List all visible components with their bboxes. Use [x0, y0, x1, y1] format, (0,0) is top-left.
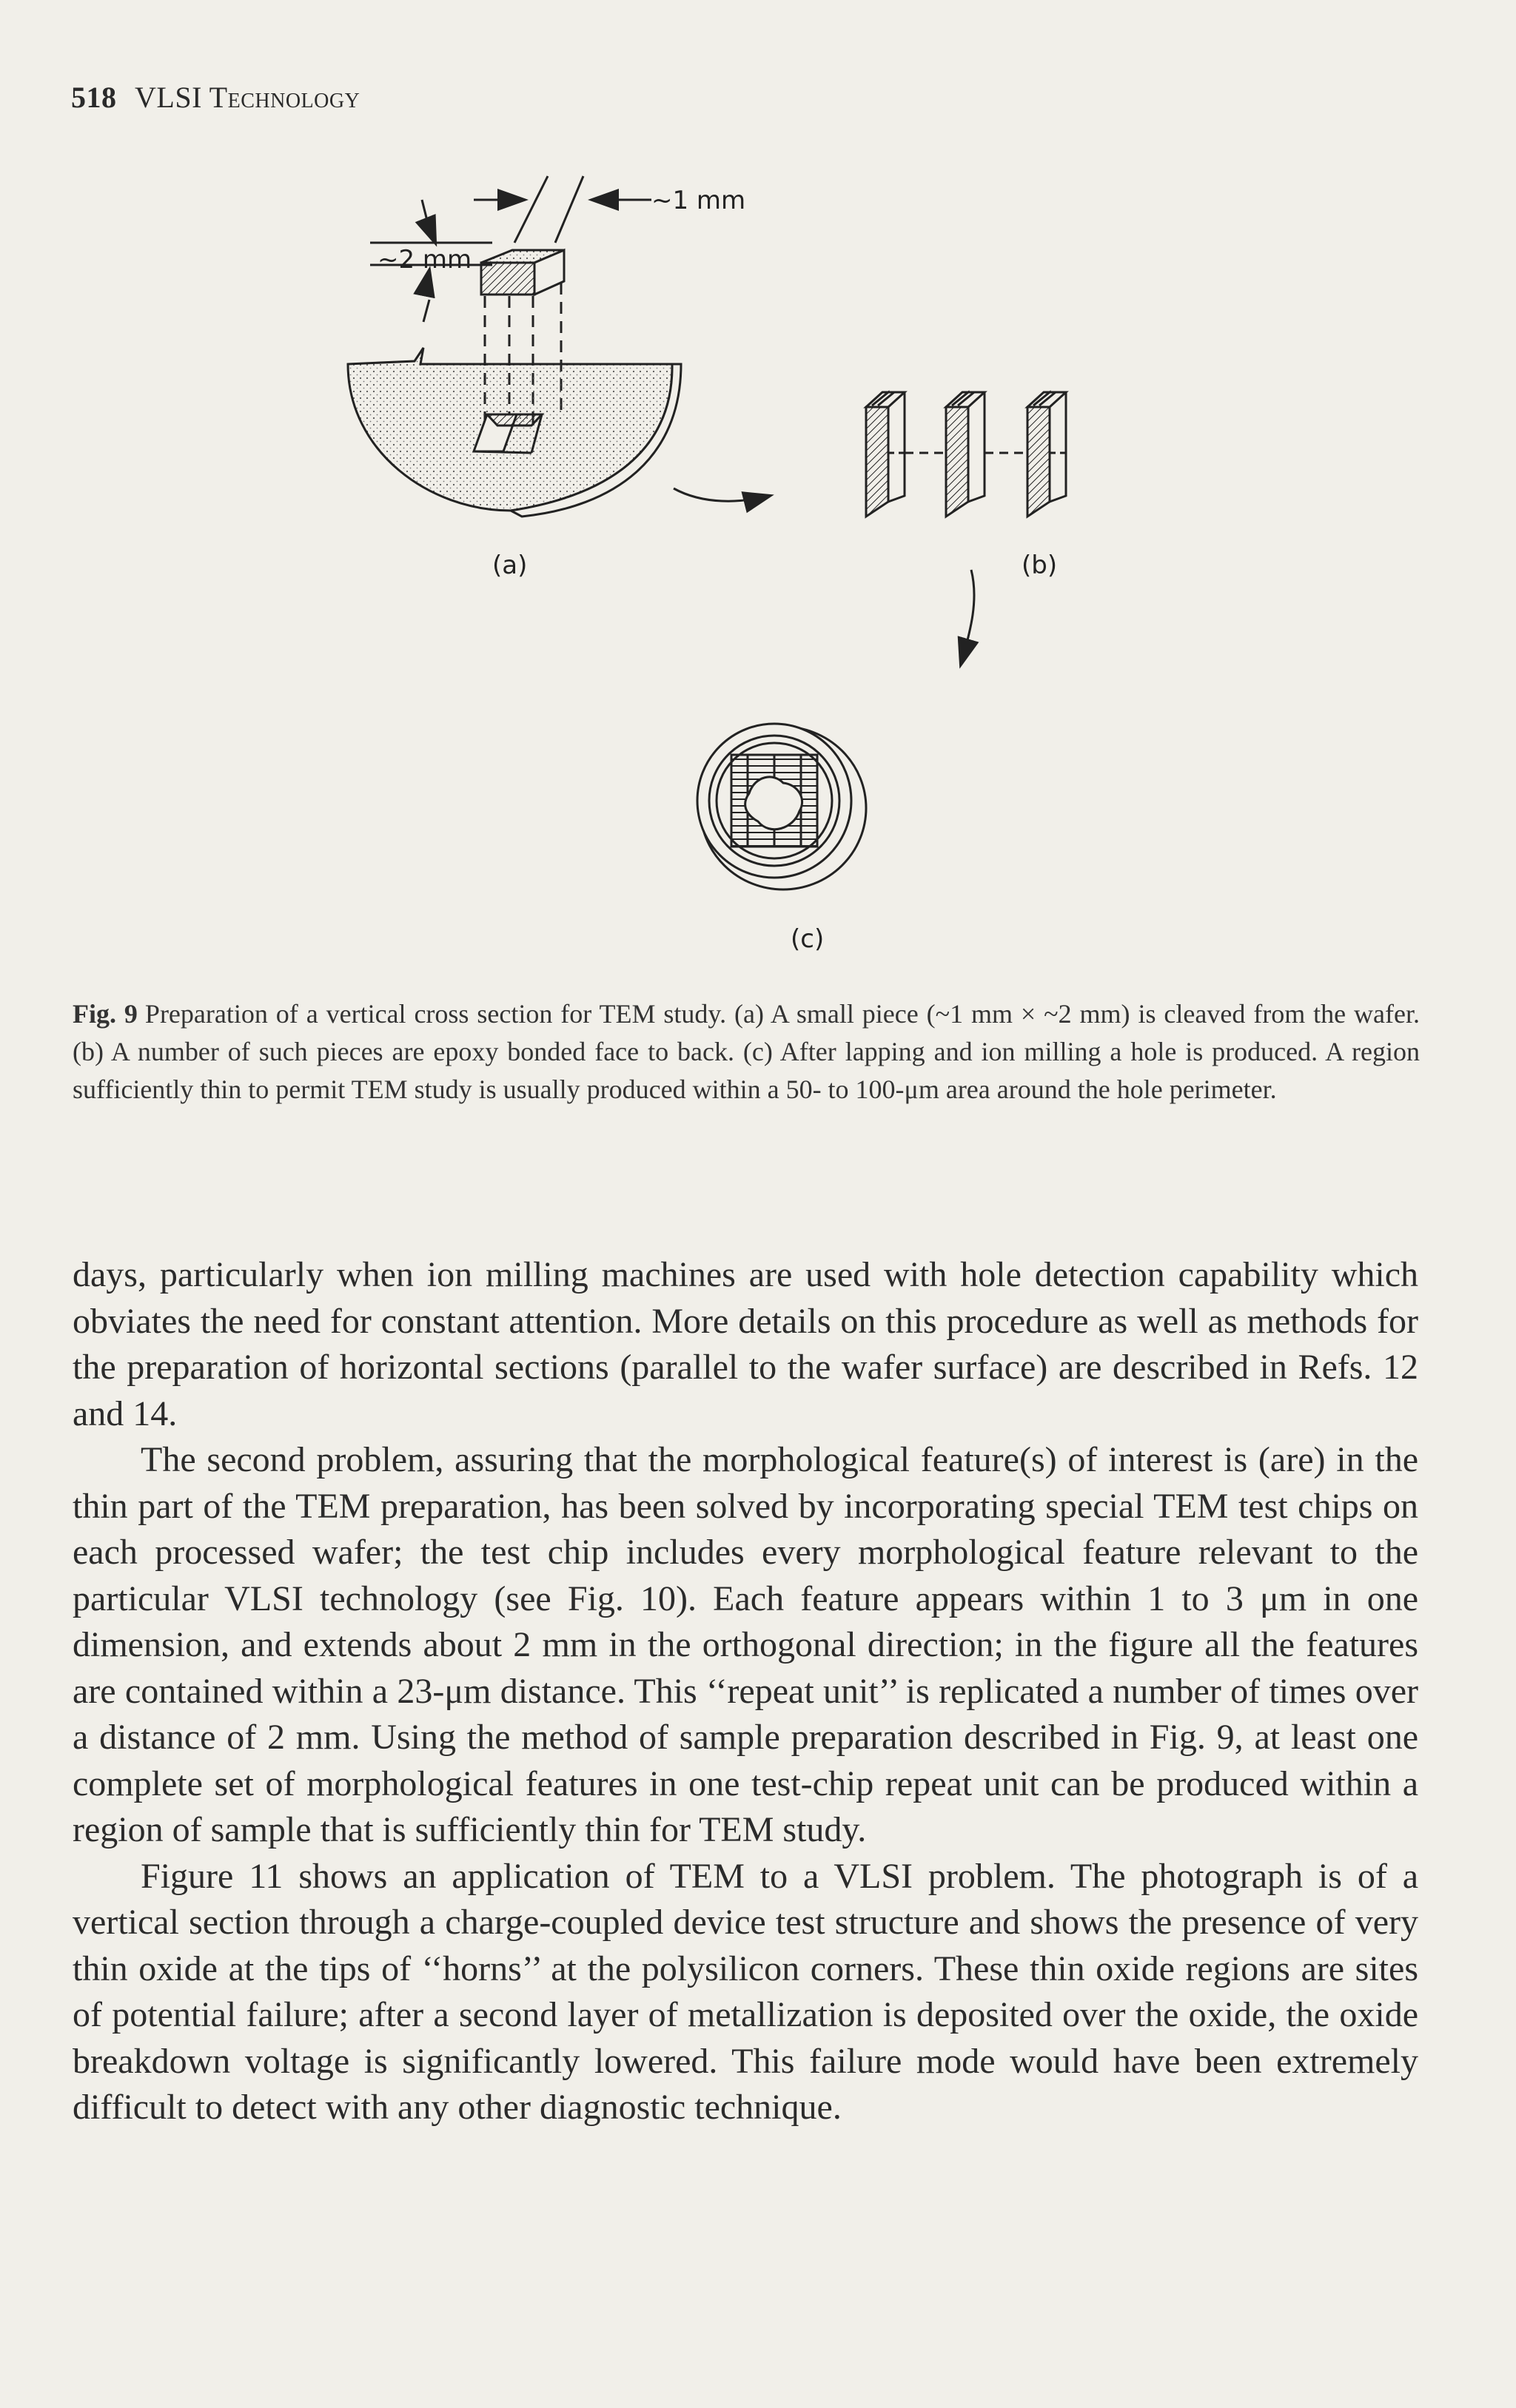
- dimension-label-1mm: ~1 mm: [651, 186, 746, 215]
- figure-9-diagram: [326, 170, 1170, 962]
- arrow-b-to-c: [961, 570, 974, 665]
- arrow-a-to-b: [674, 488, 770, 501]
- caption-text: Preparation of a vertical cross section for TEM study. (a) A small piece (~1 mm × ~2 mm) is cleaved from the wafer. (b) A number of such pieces are epoxy bonded face to back. (c) After lapping and ion milling a hole is produced. A region sufficiently thin to permit TEM study is usually produced within a 50- to 100-μm area around the hole perimeter.: [73, 999, 1420, 1104]
- milled-disc: [697, 724, 866, 889]
- body-text: [73, 1252, 1418, 2131]
- bonded-pieces: [866, 392, 1066, 517]
- figure-label: Fig. 9: [73, 999, 138, 1029]
- paragraph-3: Figure 11 shows an application of TEM to a VLSI problem. The photograph is of a vertical section through a charge-coupled device test structure and shows the presence of very thin oxide at the tips of ‘‘horns’’ at the polysilicon corners. These thin oxide regions are sites of potential failure; after a second layer of metallization is deposited over the oxide, the oxide breakdown voltage is significantly lowered. This failure mode would have been extremely difficult to detect with any other diagnostic technique.: [73, 1856, 1418, 2127]
- figure-svg: [326, 170, 1170, 962]
- running-title: VLSI Technology: [135, 81, 360, 114]
- panel-label-b: (b): [1022, 551, 1058, 580]
- page-number: 518: [71, 81, 117, 114]
- dimension-label-2mm: ~2 mm: [378, 245, 472, 275]
- figure-caption: [73, 995, 1420, 1109]
- panel-label-c: (c): [791, 924, 825, 954]
- wafer-fragment: [348, 348, 681, 517]
- paragraph-2: The second problem, assuring that the morphological feature(s) of interest is (are) in the thin part of the TEM preparation, has been solved by incorporating special TEM test chips on each processed wafer; the test chip includes every morphological feature relevant to the particular VLSI technology (see Fig. 10). Each feature appears within 1 to 3 μm in one dimension, and extends about 2 mm in the orthogonal direction; in the figure all the features are contained within a 23-μm distance. This ‘‘repeat unit’’ is replicated a number of times over a distance of 2 mm. Using the method of sample preparation described in Fig. 9, at least one complete set of morphological features in one test-chip repeat unit can be produced within a region of sample that is sufficiently thin for TEM study.: [73, 1440, 1418, 1849]
- paragraph-1: days, particularly when ion milling machines are used with hole detection capability which obviates the need for constant attention. More details on this procedure as well as methods for the preparation of horizontal sections (parallel to the wafer surface) are described in Refs. 12 and 14.: [73, 1255, 1418, 1433]
- panel-label-a: (a): [492, 551, 528, 580]
- running-head: [71, 80, 360, 115]
